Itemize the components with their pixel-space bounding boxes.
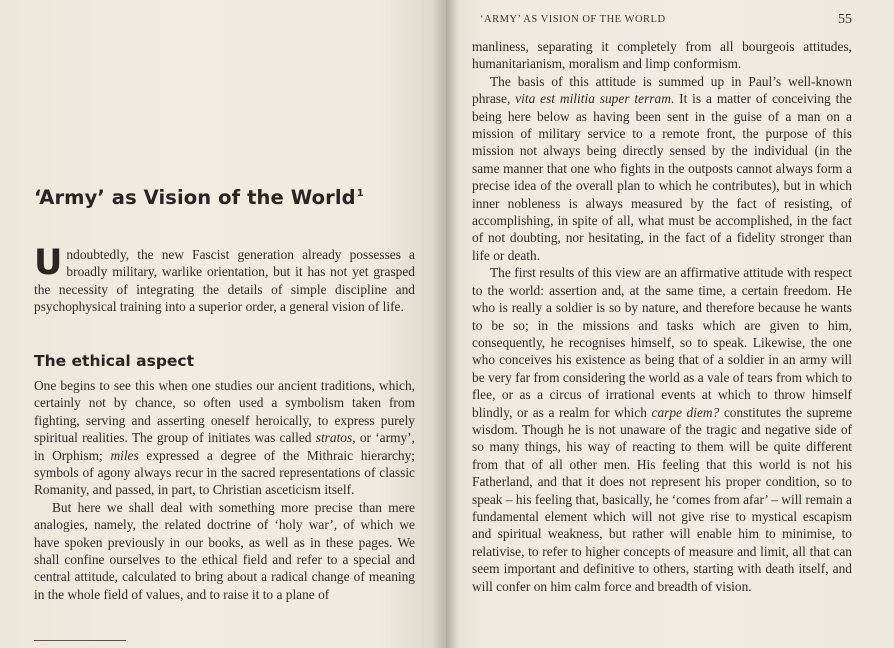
running-head xyxy=(480,12,852,30)
left-page xyxy=(0,0,446,648)
chapter-title xyxy=(34,186,364,209)
right-page-body xyxy=(472,38,852,595)
text-run: The first results of this view are an affirmative attitude with respect to the world: assertion and, at the same time, a certain freedom. He who is really a soldier is so by nature, and therefore because he wants to be so; in the missions and tasks which are given to him, consequently, he recognises himself, so to speak. Likewise, the one who conceives his existence as being that of a soldier in an army will be very far from considering the world as a vale of tears from which to flee, or as a circus of irrational events at which to throw himself blindly, or as a realm for which xyxy=(472,265,852,420)
drop-cap: U xyxy=(34,243,63,283)
text-run: constitutes the supreme wisdom. Though he is not unaware of the tragic and negative side of so many things, his way of reacting to them will be quite different from that of all other men. His feeling that this world is not his Fatherland, and that it does not represent his proper condition, so to speak – his feeling that, basically, he ‘comes from afar’ – will remain a fundamental element which will not give rise to mystical escapism and spiritual weakness, but rather will enable him to minimise, to relativise, to refer to higher concepts of measure and limit, all that can seem important and definitive to others, starting with death itself, and will confer on him calm force and breadth of vision. xyxy=(472,404,853,594)
italic-latin-quote: vita est militia super terram xyxy=(515,91,671,107)
section-body xyxy=(34,377,415,603)
chapter-title-text: ‘Army’ as Vision of the World xyxy=(34,186,356,209)
body-paragraph-1 xyxy=(34,377,415,499)
footnote-rule xyxy=(34,640,126,641)
italic-carpe-diem: carpe diem? xyxy=(651,404,720,420)
intro-paragraph xyxy=(34,243,415,316)
italic-term-stratos: stratos xyxy=(315,430,353,446)
italic-term-miles: miles xyxy=(110,447,139,463)
body-paragraph-5 xyxy=(472,264,852,595)
body-paragraph-4 xyxy=(472,73,852,264)
body-paragraph-3: manliness, separating it completely from all bourgeois attitudes, humanitarianism, moralism and limp conformism. xyxy=(472,39,852,72)
text-run: expressed a degree of the Mithraic hierarchy; symbols of agony always recur in the sacred representations of classic Romanity, and passed, in part, to Christian asceticism itself. xyxy=(34,447,415,498)
text-run: . It is a matter of conceiving the being here below as having been sent in the guise of a man on a mission of military service to a remote front, the purpose of this mission not always being directly sensed by the individual (in the same manner that one who fights in the outposts cannot always form a precise idea of the overall plan to which he contributes), but in which inner nobleness is always measured by the fact of resisting, of accomplishing, in spite of all, what must be accomplished, in the fact of not doubting, nor hesitating, in the fact of a fidelity stronger than life or death. xyxy=(472,91,852,263)
intro-text: ndoubtedly, the new Fascist generation already possesses a broadly military, warlike orientation, but it has not yet grasped the necessity of integrating the details of simple discipline and psychophysical training into a superior order, a general vision of life. xyxy=(34,247,415,315)
text-run: The basis of this attitude is summed up in Paul’s well-known phrase, xyxy=(472,73,852,107)
footnote-marker: 1 xyxy=(356,188,364,199)
page-number: 55 xyxy=(838,12,852,27)
body-paragraph-2: But here we shall deal with something more precise than mere analogies, namely, the related doctrine of ‘holy war’, of which we have spoken previously in our books, as well as in these pages. We shall confine ourselves to the ethical field and refer to a special and central attitude, calculated to bring about a radical change of meaning in the whole field of values, and to raise it to a plane of xyxy=(34,499,415,602)
text-run: , or ‘army’, in Orphism; xyxy=(34,430,415,463)
running-head-title: ‘ARMY’ AS VISION OF THE WORLD xyxy=(480,14,666,25)
text-run: One begins to see this when one studies our ancient traditions, which, certainly not by chance, so often used a symbolism taken from fighting, serving and asserting oneself heroically, to express purely spiritual realities. The group of initiates was called xyxy=(34,378,415,446)
section-heading: The ethical aspect xyxy=(34,352,195,370)
